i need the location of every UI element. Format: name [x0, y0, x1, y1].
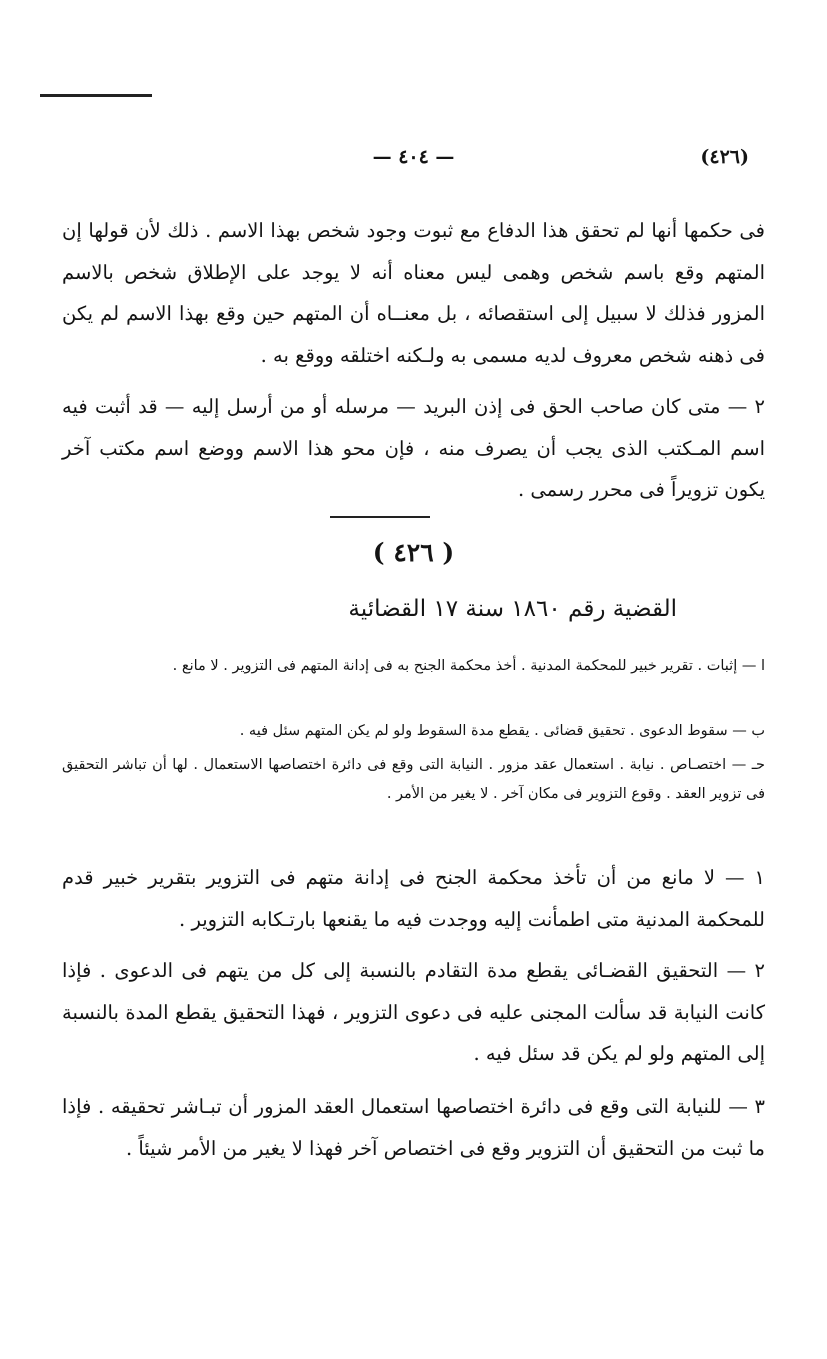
principle-1: ١ — لا مانع من أن تأخذ محكمة الجنح فى إدانة متهم فى التزوير بتقرير خبير قدم للمحكمة المدنية متى اطمأنت إليه ووجدت فيه ما يقنعها بارتـكابه التزوير . — [62, 866, 765, 931]
principle-3: ٣ — للنيابة التى وقع فى دائرة اختصاصها استعمال العقد المزور أن تبـاشر تحقيقه . فإذا ما ثبت من التحقيق أن التزوير وقع فى اختصاص آخر فهذا لا يغير من الأمر شيئاً . — [62, 1095, 765, 1160]
summary-item-b: ب — سقوط الدعوى . تحقيق قضائى . يقطع مدة السقوط ولو لم يكن المتهم سئل فيه . — [239, 723, 765, 739]
section-number: ( ٤٢٦ ) — [372, 538, 455, 567]
principle-2: ٢ — التحقيق القضـائى يقطع مدة التقادم بالنسبة إلى كل من يتهم فى الدعوى . فإذا كانت النيابة قد سألت المجنى عليه فى دعوى التزوير ، فهذا التحقيق يقطع المدة بالنسبة إلى المتهم ولو لم يكن قد سئل فيه . — [62, 959, 765, 1065]
intro-paragraph-2: ٢ — متى كان صاحب الحق فى إذن البريد — مرسله أو من أرسل إليه — قد أثبت فيه اسم المـكتب الذى يجب أن يصرف منه ، فإن محو هذا الاسم ووضع اسم مكتب آخر يكون تزويراً فى محرر رسمى . — [62, 395, 765, 501]
summary-item-c: حـ — اختصـاص . نيابة . استعمال عقد مزور . النيابة التى وقع فى دائرة اختصاصها الاستعمال . لها أن تباشر التحقيق فى تزوير العقد . وقوع التزوير فى مكان آخر . لا يغير من الأمر . — [62, 757, 765, 802]
page-number: — ٤٠٤ — — [372, 146, 455, 168]
page-header — [78, 146, 749, 176]
header-case-ref: (٤٢٦) — [700, 146, 749, 168]
section-divider — [330, 516, 430, 518]
summary-item-a: ا — إثبات . تقرير خبير للمحكمة المدنية . أخذ محكمة الجنح به فى إدانة المتهم فى التزوير . لا مانع . — [172, 658, 765, 674]
case-title: القضية رقم ١٨٦٠ سنة ١٧ القضائية — [348, 596, 677, 622]
scan-edge-mark — [40, 94, 152, 97]
intro-paragraph-1: فى حكمها أنها لم تحقق هذا الدفاع مع ثبوت وجود شخص بهذا الاسم . ذلك لأن قولها إن المتهم وقع باسم شخص وهمى ليس معناه أنه لا يوجد على الإطلاق شخص بالاسم المزور فذلك لا سبيل إلى استقصائه ، بل معنــاه أن المتهم حين وقع بهذا الاسم لم يكن فى ذهنه شخص معروف لديه مسمى به ولـكنه اختلقه ووقع به . — [62, 219, 765, 367]
